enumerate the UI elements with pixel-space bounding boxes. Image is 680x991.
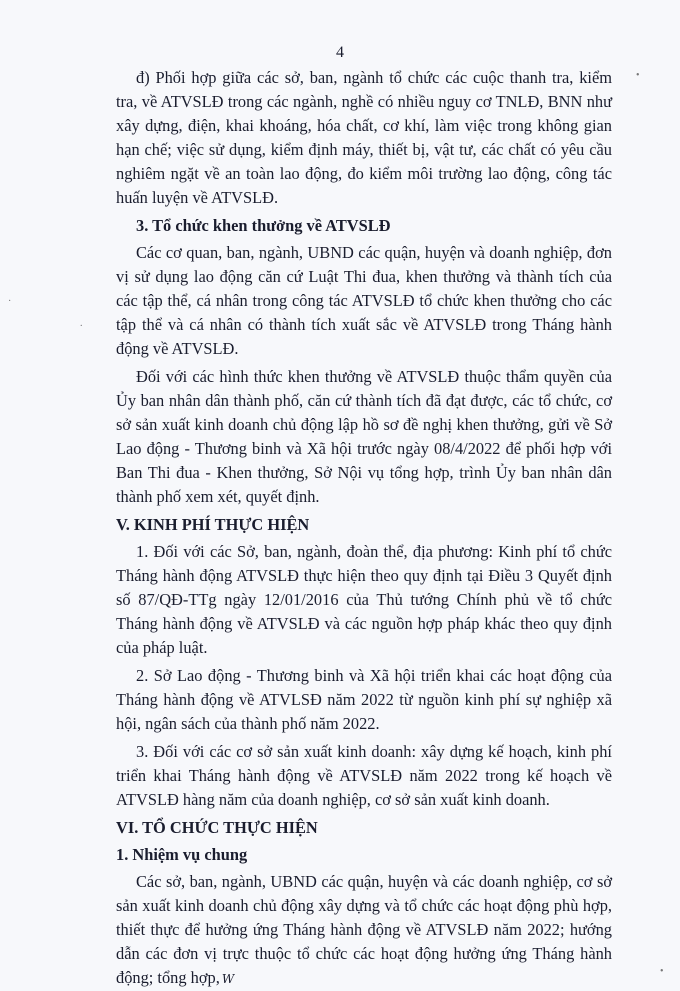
scan-speck: • (636, 70, 640, 81)
paragraph-funding-labor-dept: 2. Sở Lao động - Thương binh và Xã hội triển khai các hoạt động của Tháng hành động về ATVLSĐ năm 2022 từ nguồn kinh phí sự nghiệp xã hội, ngân sách của thành phố năm 2022. (116, 666, 612, 733)
paragraph-inspection-coordination: đ) Phối hợp giữa các sở, ban, ngành tổ chức các cuộc thanh tra, kiểm tra, về ATVSLĐ trong các ngành, nghề có nhiều nguy cơ TNLĐ, BNN như xây dựng, điện, khai khoáng, hóa chất, cơ khí, làm việc trong không gian hạn chế; việc sử dụng, kiểm định máy, thiết bị, vật tư, các chất có yêu cầu nghiêm ngặt về an toàn lao động, đo kiểm môi trường lao động, công tác huấn luyện về ATVSLĐ. (116, 68, 612, 207)
paragraph-reward-units: Các cơ quan, ban, ngành, UBND các quận, huyện và doanh nghiệp, đơn vị sử dụng lao động căn cứ Luật Thi đua, khen thưởng và thành tích của các tập thể, cá nhân trong công tác ATVSLĐ tổ chức khen thưởng cho các tập thể và cá nhân có thành tích xuất sắc về ATVSLĐ trong Tháng hành động về ATVSLĐ. (116, 243, 612, 358)
paragraph-reward-authority: Đối với các hình thức khen thưởng về ATVSLĐ thuộc thẩm quyền của Ủy ban nhân dân thành phố, căn cứ thành tích đã đạt được, các tổ chức, cơ sở sản xuất kinh doanh chủ động lập hồ sơ đề nghị khen thưởng, gửi về Sở Lao động - Thương binh và Xã hội trước ngày 08/4/2022 để phối hợp với Ban Thi đua - Khen thưởng, Sở Nội vụ tổng hợp, trình Ủy ban nhân dân thành phố xem xét, quyết định. (116, 367, 612, 506)
heading-general-tasks: 1. Nhiệm vụ chung (116, 845, 248, 864)
scan-speck: . (80, 318, 83, 329)
paragraph-funding-departments: 1. Đối với các Sở, ban, ngành, đoàn thể, địa phương: Kinh phí tổ chức Tháng hành động ATVSLĐ thực hiện theo quy định tại Điều 3 Quyết định số 87/QĐ-TTg ngày 12/01/2016 của Thủ tướng Chính phủ về tổ chức Tháng hành động về ATVSLĐ và các nguồn hợp pháp khác theo quy định của pháp luật. (116, 542, 612, 657)
scan-speck: • (660, 966, 664, 977)
heading-funding: V. KINH PHÍ THỰC HIỆN (116, 515, 310, 534)
paragraph-funding-businesses: 3. Đối với các cơ sở sản xuất kinh doanh: xây dựng kế hoạch, kinh phí triển khai Tháng hành động về ATVSLĐ năm 2022 trong kế hoạch về ATVSLĐ hàng năm của doanh nghiệp, cơ sở sản xuất kinh doanh. (116, 742, 612, 809)
document-body (116, 66, 612, 991)
heading-implementation: VI. TỔ CHỨC THỰC HIỆN (116, 818, 318, 837)
page-number: 4 (336, 44, 344, 61)
scan-speck: · (8, 296, 12, 307)
handwritten-initials: W (221, 972, 235, 986)
paragraph-general-tasks: Các sở, ban, ngành, UBND các quận, huyện và các doanh nghiệp, cơ sở sản xuất kinh doanh chủ động xây dựng và tổ chức các hoạt động phù hợp, thiết thực để hưởng ứng Tháng hành động về ATVSLĐ năm 2022; hướng dẫn các đơn vị trực thuộc tổ chức các hoạt động hưởng ứng Tháng hành động; tổng hợp, W (116, 872, 612, 987)
heading-reward-organization: 3. Tổ chức khen thưởng về ATVSLĐ (136, 216, 391, 235)
